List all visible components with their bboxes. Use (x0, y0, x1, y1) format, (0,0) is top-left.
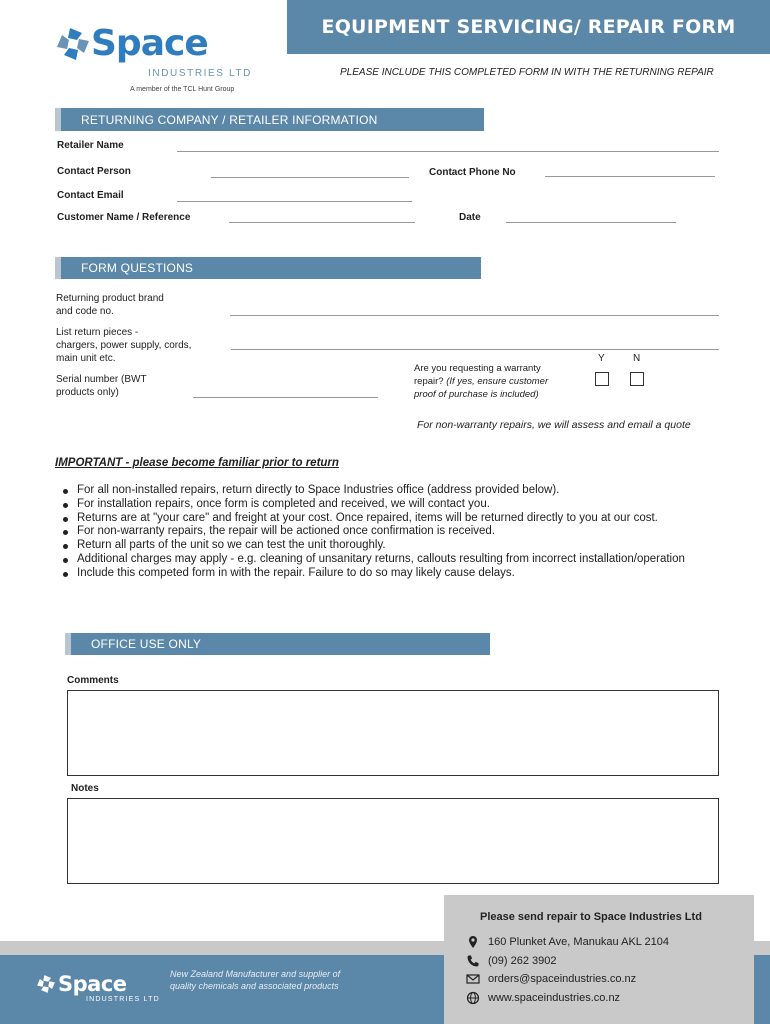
website-link[interactable]: www.spaceindustries.co.nz (488, 992, 621, 1004)
form-title: EQUIPMENT SERVICING/ REPAIR FORM (287, 0, 770, 54)
notes-textarea[interactable] (67, 798, 719, 884)
list-item: Return all parts of the unit so we can test the unit thoroughly. (62, 539, 727, 553)
member-text: A member of the TCL Hunt Group (130, 86, 235, 93)
retailer-name-field[interactable] (177, 151, 719, 152)
retailer-name-label: Retailer Name (57, 140, 124, 151)
email-link[interactable]: orders@spaceindustries.co.nz (488, 973, 637, 985)
customer-ref-label: Customer Name / Reference (57, 212, 191, 223)
section-title: OFFICE USE ONLY (91, 637, 202, 651)
footer-logo-wordmark: Space (58, 972, 127, 996)
label-line: proof of purchase is included) (414, 389, 539, 400)
phone-row (466, 954, 557, 968)
form-subtitle: PLEASE INCLUDE THIS COMPLETED FORM IN WITH THE RETURNING REPAIR (340, 67, 714, 78)
important-heading: IMPORTANT - please become familiar prior to return (55, 457, 339, 469)
company-logo (55, 23, 208, 64)
serial-number-field[interactable] (193, 397, 378, 398)
label-part: repair? (414, 376, 447, 387)
notes-label: Notes (71, 783, 99, 794)
label-line: Serial number (BWT (56, 374, 147, 385)
return-pieces-field[interactable] (231, 349, 719, 350)
contact-phone-label: Contact Phone No (429, 167, 516, 178)
brand-question-label (56, 292, 164, 318)
contact-phone-field[interactable] (545, 176, 715, 177)
brand-code-field[interactable] (230, 315, 719, 316)
list-item: Additional charges may apply - e.g. cleaning of unsanitary returns, callouts resulting from incorrect installation/operation (62, 553, 727, 567)
warranty-question-label (414, 362, 548, 401)
logo-mark-icon (55, 26, 91, 62)
list-item: Include this competed form in with the repair. Failure to do so may likely cause delays. (62, 567, 727, 581)
globe-icon (466, 991, 480, 1005)
section-office-use (65, 633, 490, 655)
send-repair-title: Please send repair to Space Industries Ltd (480, 911, 702, 923)
comments-textarea[interactable] (67, 690, 719, 776)
footer-logo-subtext: INDUSTRIES LTD (86, 996, 160, 1003)
serial-question-label (56, 373, 147, 399)
label-line: List return pieces - (56, 327, 139, 338)
section-form-questions (55, 257, 481, 279)
section-retailer-info (55, 108, 484, 131)
label-line: products only) (56, 387, 119, 398)
label-line: and code no. (56, 306, 114, 317)
list-item: For installation repairs, once form is completed and received, we will contact you. (62, 498, 727, 512)
label-line (414, 375, 548, 388)
email-row (466, 972, 636, 986)
label-line: Returning product brand (56, 293, 164, 304)
list-item: For all non-installed repairs, return directly to Space Industries office (address provided below). (62, 484, 727, 498)
non-warranty-note: For non-warranty repairs, we will assess and email a quote (417, 419, 691, 431)
map-pin-icon (466, 935, 480, 949)
logo-subtext: INDUSTRIES LTD (148, 68, 252, 79)
warranty-yes-checkbox[interactable] (595, 372, 609, 386)
section-title: FORM QUESTIONS (81, 261, 194, 275)
address-row (466, 935, 669, 949)
list-item: Returns are at "your care" and freight at your cost. Once repaired, items will be returned directly to you at our cost. (62, 512, 727, 526)
customer-ref-field[interactable] (229, 222, 415, 223)
label-line: chargers, power supply, cords, (56, 340, 192, 351)
no-label: N (633, 353, 641, 364)
footer-tagline (170, 968, 390, 992)
logo-mark-icon (36, 974, 56, 994)
contact-email-field[interactable] (177, 201, 412, 202)
contact-person-field[interactable] (211, 177, 409, 178)
website-row (466, 991, 620, 1005)
date-label: Date (459, 212, 481, 223)
tagline-line: quality chemicals and associated products (170, 981, 339, 991)
label-line: main unit etc. (56, 353, 116, 364)
logo-wordmark: Space (91, 23, 208, 64)
contact-email-label: Contact Email (57, 190, 124, 201)
important-list (62, 484, 727, 581)
phone-icon (466, 954, 480, 968)
list-item: For non-warranty repairs, the repair will be actioned once confirmation is received. (62, 525, 727, 539)
contact-person-label: Contact Person (57, 166, 131, 177)
label-part: (If yes, ensure customer (446, 376, 549, 387)
warranty-no-checkbox[interactable] (630, 372, 644, 386)
address-text: 160 Plunket Ave, Manukau AKL 2104 (488, 936, 670, 948)
pieces-question-label (56, 326, 191, 365)
date-field[interactable] (506, 222, 676, 223)
phone-text: (09) 262 3902 (488, 955, 557, 967)
footer-logo (36, 972, 127, 996)
mail-icon (466, 972, 480, 986)
section-title: RETURNING COMPANY / RETAILER INFORMATION (81, 112, 378, 127)
comments-label: Comments (67, 675, 119, 686)
label-line: Are you requesting a warranty (414, 363, 541, 374)
tagline-line: New Zealand Manufacturer and supplier of (170, 969, 341, 979)
yes-label: Y (598, 353, 605, 364)
